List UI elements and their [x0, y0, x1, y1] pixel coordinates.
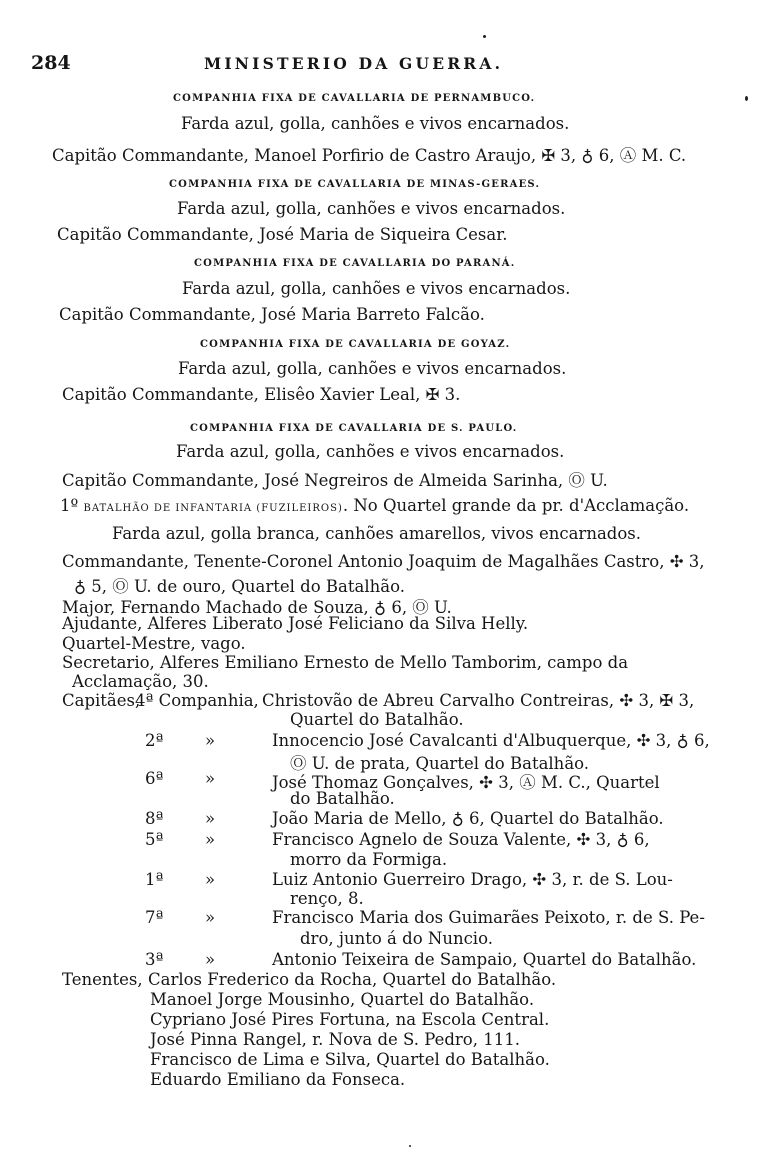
lieutenant-entry: José Pinna Rangel, r. Nova de S. Pedro, 111.: [150, 1030, 520, 1049]
company-heading: COMPANHIA FIXA DE CAVALLARIA DE GOYAZ.: [200, 339, 511, 350]
captain-entry: Antonio Teixeira de Sampaio, Quartel do Batalhão.: [272, 950, 697, 969]
lieutenants-label: Tenentes,: [62, 970, 143, 989]
captain-entry: renço, 8.: [290, 889, 364, 908]
captain-entry: dro, junto á do Nuncio.: [300, 929, 493, 948]
captain-company: 1ª: [145, 870, 164, 889]
captain-entry: Ⓞ U. de prata, Quartel do Batalhão.: [290, 754, 590, 773]
uniform-description: Farda azul, golla, canhões e vivos encarnados.: [176, 442, 565, 461]
staff-entry: ♁ 5, Ⓞ U. de ouro, Quartel do Batalhão.: [74, 577, 405, 596]
uniform-description: Farda azul, golla, canhões e vivos encarnados.: [182, 279, 571, 298]
captain-company: 3ª: [145, 950, 164, 969]
captain-entry: Francisco Maria dos Guimarães Peixoto, r. de S. Pe-: [272, 908, 705, 927]
captain-entry: João Maria de Mello, ♁ 6, Quartel do Batalhão.: [272, 809, 664, 828]
captain-company: 7ª: [145, 908, 164, 927]
battalion-heading: [60, 496, 689, 515]
lieutenant-entry: Cypriano José Pires Fortuna, na Escola Central.: [150, 1010, 550, 1029]
print-speck: [409, 1145, 411, 1147]
captain-entry: Luiz Antonio Guerreiro Drago, ✣ 3, r. de S. Lou-: [272, 870, 673, 889]
captain-entry: Francisco Agnelo de Souza Valente, ✣ 3, ♁ 6,: [272, 830, 650, 849]
ditto-mark: »: [205, 870, 216, 889]
captain-entry: Innocencio José Cavalcanti d'Albuquerque, ✣ 3, ♁ 6,: [272, 731, 710, 750]
uniform-description: Farda azul, golla branca, canhões amarellos, vivos encarnados.: [112, 524, 641, 543]
uniform-description: Farda azul, golla, canhões e vivos encarnados.: [178, 359, 567, 378]
captain-company: 5ª: [145, 830, 164, 849]
commander-entry: Capitão Commandante, José Negreiros de Almeida Sarinha, Ⓞ U.: [62, 471, 608, 490]
uniform-description: Farda azul, golla, canhões e vivos encarnados.: [181, 114, 570, 133]
lieutenant-entry: Francisco de Lima e Silva, Quartel do Batalhão.: [150, 1050, 550, 1069]
staff-entry: Ajudante, Alferes Liberato José Feliciano da Silva Helly.: [62, 614, 529, 633]
battalion-name: BATALHÃO DE INFANTARIA (FUZILEIROS): [83, 503, 343, 514]
commander-entry: Capitão Commandante, José Maria Barreto Falcão.: [59, 305, 485, 324]
company-heading: COMPANHIA FIXA DE CAVALLARIA DE PERNAMBUCO.: [173, 93, 536, 104]
staff-entry: Quartel-Mestre, vago.: [62, 634, 246, 653]
page-number: 284: [31, 52, 71, 74]
ditto-mark: »: [205, 769, 216, 788]
commander-entry: Capitão Commandante, Elisêo Xavier Leal, ✠ 3.: [62, 385, 461, 404]
staff-entry: Secretario, Alferes Emiliano Ernesto de Mello Tamborim, campo da: [62, 653, 629, 672]
staff-entry: Commandante, Tenente-Coronel Antonio Joaquim de Magalhães Castro, ✣ 3,: [62, 552, 705, 571]
captain-company: 4ª Companhia,: [135, 691, 259, 710]
print-speck: [745, 96, 748, 101]
ditto-mark: »: [205, 809, 216, 828]
company-heading: COMPANHIA FIXA DE CAVALLARIA DE MINAS-GERAES.: [169, 179, 541, 190]
company-heading: COMPANHIA FIXA DE CAVALLARIA DE S. PAULO.: [190, 423, 518, 434]
ditto-mark: »: [205, 731, 216, 750]
captain-entry: José Thomaz Gonçalves, ✣ 3, Ⓐ M. C., Quartel: [272, 773, 660, 792]
captain-entry: morro da Formiga.: [290, 850, 448, 869]
captain-company: 6ª: [145, 769, 164, 788]
lieutenant-entry: Carlos Frederico da Rocha, Quartel do Batalhão.: [148, 970, 557, 989]
uniform-description: Farda azul, golla, canhões e vivos encarnados.: [177, 199, 566, 218]
ditto-mark: »: [205, 830, 216, 849]
company-heading: COMPANHIA FIXA DE CAVALLARIA DO PARANÁ.: [194, 258, 516, 269]
staff-entry: Acclamação, 30.: [72, 672, 209, 691]
running-title: MINISTERIO DA GUERRA.: [204, 54, 504, 73]
lieutenant-entry: Manoel Jorge Mousinho, Quartel do Batalhão.: [150, 990, 535, 1009]
captain-company: 2ª: [145, 731, 164, 750]
ditto-mark: »: [205, 908, 216, 927]
print-speck: [483, 35, 486, 38]
battalion-location: . No Quartel grande da pr. d'Acclamação.: [342, 496, 690, 515]
battalion-number: 1º: [60, 496, 79, 515]
captain-company: 8ª: [145, 809, 164, 828]
captain-entry: Christovão de Abreu Carvalho Contreiras, ✣ 3, ✠ 3,: [262, 691, 695, 710]
captain-entry: Quartel do Batalhão.: [290, 710, 464, 729]
captains-label: Capitães,: [62, 691, 141, 710]
commander-entry: Capitão Commandante, Manoel Porfirio de Castro Araujo, ✠ 3, ♁ 6, Ⓐ M. C.: [52, 146, 687, 165]
ditto-mark: »: [205, 950, 216, 969]
commander-entry: Capitão Commandante, José Maria de Siqueira Cesar.: [57, 225, 508, 244]
lieutenant-entry: Eduardo Emiliano da Fonseca.: [150, 1070, 406, 1089]
staff-entry: Major, Fernando Machado de Souza, ♁ 6, Ⓞ U.: [62, 598, 452, 617]
captain-entry: do Batalhão.: [290, 789, 395, 808]
